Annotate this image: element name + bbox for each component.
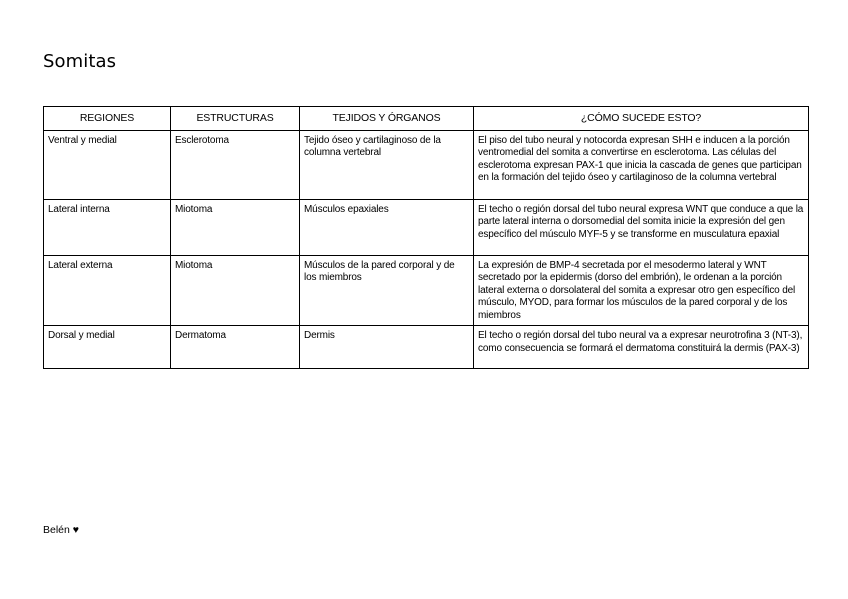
cell-estructura: Esclerotoma	[171, 130, 300, 199]
header-tejidos-organos: TEJIDOS Y ÓRGANOS	[300, 107, 474, 131]
header-regiones: REGIONES	[44, 107, 171, 131]
cell-region: Lateral externa	[44, 255, 171, 326]
cell-como: El piso del tubo neural y notocorda expresan SHH e inducen a la porción ventromedial del somita a convertirse en esclerotoma. Las células del esclerotoma expresan PAX-1 que inicia la cascada de genes que participan en la formación del tejido óseo y cartilaginoso de la columna vertebral	[474, 130, 809, 199]
header-estructuras: ESTRUCTURAS	[171, 107, 300, 131]
cell-estructura: Miotoma	[171, 199, 300, 255]
table-row	[44, 255, 809, 326]
cell-estructura: Dermatoma	[171, 326, 300, 369]
table-header-row	[44, 107, 809, 131]
header-como-sucede: ¿CÓMO SUCEDE ESTO?	[474, 107, 809, 131]
table-row	[44, 199, 809, 255]
cell-region: Lateral interna	[44, 199, 171, 255]
cell-tejidos: Músculos epaxiales	[300, 199, 474, 255]
cell-tejidos: Dermis	[300, 326, 474, 369]
cell-estructura: Miotoma	[171, 255, 300, 326]
table-row	[44, 130, 809, 199]
cell-como: El techo o región dorsal del tubo neural va a expresar neurotrofina 3 (NT-3), como consecuencia se formará el dermatoma constituirá la dermis (PAX-3)	[474, 326, 809, 369]
cell-como: El techo o región dorsal del tubo neural expresa WNT que conduce a que la parte lateral interna o dorsomedial del somita inicie la expresión del gen específico del músculo MYF-5 y se transforme en musculatura epaxial	[474, 199, 809, 255]
cell-tejidos: Tejido óseo y cartilaginoso de la columna vertebral	[300, 130, 474, 199]
cell-como: La expresión de BMP-4 secretada por el mesodermo lateral y WNT secretado por la epidermis (dorso del embrión), le ordenan a la porción lateral externa o dorsolateral del somita a expresar otro gen específico del músculo, MYOD, para formar los músculos de la pared corporal y de los miembros	[474, 255, 809, 326]
cell-tejidos: Músculos de la pared corporal y de los miembros	[300, 255, 474, 326]
cell-region: Ventral y medial	[44, 130, 171, 199]
page-title: Somitas	[43, 51, 117, 72]
cell-region: Dorsal y medial	[44, 326, 171, 369]
somitas-table	[43, 106, 809, 369]
table-row	[44, 326, 809, 369]
signature: Belén ♥	[43, 524, 80, 536]
